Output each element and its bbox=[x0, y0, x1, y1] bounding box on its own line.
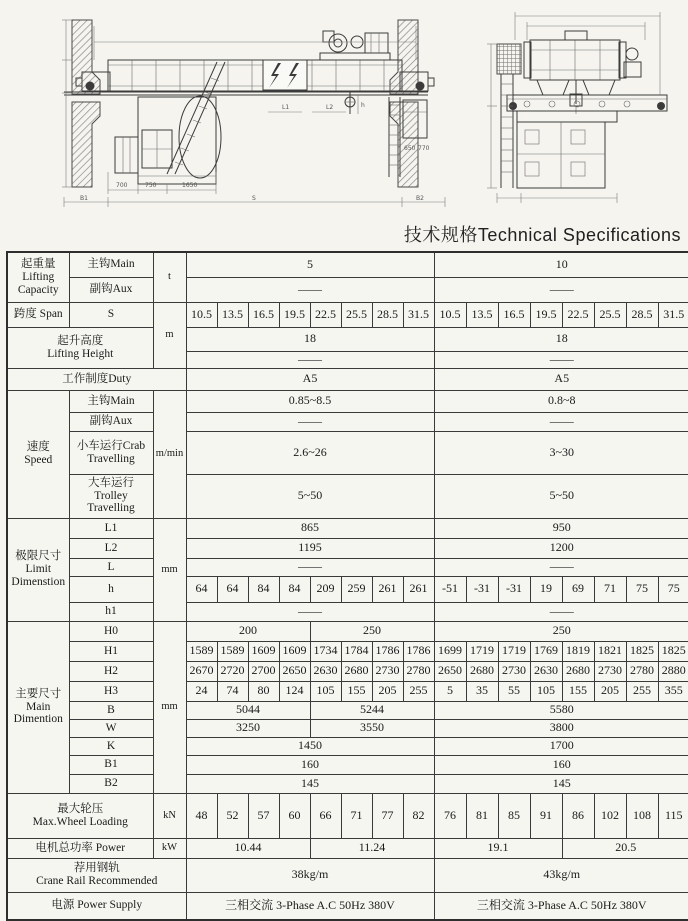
group-power-supply: 电源 Power Supply bbox=[7, 892, 186, 920]
value-cell: 2880 bbox=[658, 661, 688, 681]
girder-cross-section bbox=[507, 95, 667, 122]
value-cell: 25.5 bbox=[341, 302, 372, 327]
value-cell: 20.5 bbox=[562, 838, 688, 858]
value-cell: 1609 bbox=[279, 641, 310, 661]
value-cell: 28.5 bbox=[626, 302, 658, 327]
hook-assembly-side bbox=[570, 80, 582, 114]
value-cell: 102 bbox=[594, 793, 626, 838]
value-cell: 2630 bbox=[310, 661, 341, 681]
row-label-span-s: S bbox=[69, 302, 153, 327]
row-label-line: Travelling bbox=[87, 452, 135, 465]
crane-front-view-drawing bbox=[20, 2, 472, 214]
row-label-b: B bbox=[69, 701, 153, 719]
group-label-en: Dimenstion bbox=[11, 575, 66, 588]
value-cell: 52 bbox=[217, 793, 248, 838]
group-limit-dimension bbox=[7, 518, 69, 621]
row-label-b2: B2 bbox=[69, 774, 153, 793]
group-main-dimension bbox=[7, 621, 69, 793]
value-cell: 三相交流 3-Phase A.C 50Hz 380V bbox=[434, 892, 688, 920]
corner-right-label: B2 bbox=[416, 195, 424, 202]
spec-table bbox=[6, 251, 688, 921]
value-cell: 145 bbox=[186, 774, 434, 793]
value-cell: 16.5 bbox=[248, 302, 279, 327]
value-cell: 64 bbox=[217, 576, 248, 602]
value-cell: -31 bbox=[498, 576, 530, 602]
value-cell: 160 bbox=[186, 755, 434, 774]
value-cell: -31 bbox=[466, 576, 498, 602]
row-label-l2: L2 bbox=[69, 538, 153, 558]
group-label-en: Speed bbox=[24, 454, 53, 466]
value-cell: 80 bbox=[248, 681, 279, 701]
value-cell: 1734 bbox=[310, 641, 341, 661]
value-cell: 2780 bbox=[403, 661, 434, 681]
value-cell: 115 bbox=[658, 793, 688, 838]
row-label-line: 大车运行 bbox=[88, 476, 134, 489]
row-label-h1-dim: H1 bbox=[69, 641, 153, 661]
unit-cell: kN bbox=[153, 793, 186, 838]
group-max-wheel-loading bbox=[7, 793, 153, 838]
value-cell: 10 bbox=[434, 252, 688, 277]
value-cell: 1700 bbox=[434, 737, 688, 755]
value-cell: 1786 bbox=[372, 641, 403, 661]
value-cell: 66 bbox=[310, 793, 341, 838]
value-cell: 865 bbox=[186, 518, 434, 538]
value-cell: 19.5 bbox=[530, 302, 562, 327]
value-cell: 2730 bbox=[594, 661, 626, 681]
value-cell: 24 bbox=[186, 681, 217, 701]
row-label-speed-main: 主钩Main bbox=[69, 390, 153, 412]
value-cell: 105 bbox=[310, 681, 341, 701]
technical-drawings bbox=[0, 0, 688, 215]
value-cell: 3800 bbox=[434, 719, 688, 737]
row-label-h: h bbox=[69, 576, 153, 602]
value-cell: 2680 bbox=[341, 661, 372, 681]
value-cell: 1719 bbox=[498, 641, 530, 661]
value-cell: 91 bbox=[530, 793, 562, 838]
value-cell: 1784 bbox=[341, 641, 372, 661]
row-label-speed-trolley bbox=[69, 474, 153, 518]
value-cell: 1825 bbox=[626, 641, 658, 661]
bottom-dim-label: 750 bbox=[145, 182, 157, 189]
value-cell: 5244 bbox=[310, 701, 434, 719]
spec-table-container bbox=[6, 251, 688, 921]
hook-dim-label: h bbox=[361, 102, 365, 109]
bottom-dim-label: 1650 bbox=[182, 182, 198, 189]
row-label-h2-dim: H2 bbox=[69, 661, 153, 681]
row-label-w: W bbox=[69, 719, 153, 737]
value-cell: 18 bbox=[186, 327, 434, 351]
runway-rails bbox=[64, 92, 428, 95]
value-cell: 48 bbox=[186, 793, 217, 838]
runway-walls bbox=[72, 20, 418, 187]
group-label-en: Capacity bbox=[17, 283, 59, 296]
value-cell: 250 bbox=[434, 621, 688, 641]
unit-cell: t bbox=[153, 252, 186, 302]
value-cell: 2650 bbox=[434, 661, 466, 681]
value-cell: —— bbox=[186, 351, 434, 368]
row-label-h0: H0 bbox=[69, 621, 153, 641]
value-cell: 1719 bbox=[466, 641, 498, 661]
value-cell: 2.6~26 bbox=[186, 431, 434, 474]
value-cell: 11.24 bbox=[310, 838, 434, 858]
value-cell: 2720 bbox=[217, 661, 248, 681]
value-cell: 28.5 bbox=[372, 302, 403, 327]
value-cell: —— bbox=[434, 558, 688, 576]
electrical-panel bbox=[263, 60, 307, 90]
bottom-dim-label: 700 bbox=[116, 182, 128, 189]
value-cell: 1200 bbox=[434, 538, 688, 558]
value-cell: 77 bbox=[372, 793, 403, 838]
group-lifting-height bbox=[7, 327, 153, 368]
value-cell: 124 bbox=[279, 681, 310, 701]
value-cell: 209 bbox=[310, 576, 341, 602]
value-cell: 5 bbox=[186, 252, 434, 277]
value-cell: 38kg/m bbox=[186, 858, 434, 892]
value-cell: 1825 bbox=[658, 641, 688, 661]
unit-cell: m bbox=[153, 302, 186, 368]
value-cell: 75 bbox=[658, 576, 688, 602]
value-cell: 2700 bbox=[248, 661, 279, 681]
value-cell: 261 bbox=[403, 576, 434, 602]
group-label-en: Max.Wheel Loading bbox=[32, 815, 128, 828]
group-lifting-capacity bbox=[7, 252, 69, 302]
value-cell: 5580 bbox=[434, 701, 688, 719]
group-label-zh: 主要尺寸 bbox=[15, 687, 62, 700]
value-cell: 85 bbox=[498, 793, 530, 838]
value-cell: 86 bbox=[562, 793, 594, 838]
cab-side-view bbox=[517, 122, 605, 188]
row-label-speed-crab bbox=[69, 431, 153, 474]
value-cell: 160 bbox=[434, 755, 688, 774]
corner-left-label: B1 bbox=[80, 195, 88, 202]
value-cell: 18 bbox=[434, 327, 688, 351]
group-label-en: Dimention bbox=[13, 713, 63, 726]
value-cell: 75 bbox=[626, 576, 658, 602]
value-cell: 261 bbox=[372, 576, 403, 602]
value-cell: 1589 bbox=[217, 641, 248, 661]
value-cell: 1821 bbox=[594, 641, 626, 661]
value-cell: 0.8~8 bbox=[434, 390, 688, 412]
value-cell: 3250 bbox=[186, 719, 310, 737]
value-cell: 355 bbox=[658, 681, 688, 701]
group-crane-rail bbox=[7, 858, 186, 892]
value-cell: 22.5 bbox=[310, 302, 341, 327]
value-cell: 1769 bbox=[530, 641, 562, 661]
value-cell: 5044 bbox=[186, 701, 310, 719]
value-cell: 2780 bbox=[626, 661, 658, 681]
value-cell: 200 bbox=[186, 621, 310, 641]
group-motor-power: 电机总功率 Power bbox=[7, 838, 153, 858]
value-cell: 10.5 bbox=[434, 302, 466, 327]
value-cell: 25.5 bbox=[594, 302, 626, 327]
value-cell: 1819 bbox=[562, 641, 594, 661]
crab-trolley bbox=[320, 31, 390, 60]
group-label-en: Limit bbox=[25, 563, 52, 576]
value-cell: —— bbox=[434, 602, 688, 621]
value-cell: 31.5 bbox=[658, 302, 688, 327]
value-cell: 2730 bbox=[372, 661, 403, 681]
value-cell: 76 bbox=[434, 793, 466, 838]
group-label-en: Lifting Height bbox=[47, 347, 114, 360]
group-duty: 工作制度Duty bbox=[7, 368, 186, 390]
value-cell: 2650 bbox=[279, 661, 310, 681]
value-cell: 1195 bbox=[186, 538, 434, 558]
group-label-en: Lifting bbox=[22, 270, 55, 283]
value-cell: 43kg/m bbox=[434, 858, 688, 892]
value-cell: 205 bbox=[594, 681, 626, 701]
value-cell: 0.85~8.5 bbox=[186, 390, 434, 412]
end-trucks bbox=[76, 72, 434, 91]
crane-side-view-drawing bbox=[455, 2, 688, 214]
bridge-girder bbox=[108, 60, 402, 91]
value-cell: 1589 bbox=[186, 641, 217, 661]
value-cell: 5~50 bbox=[434, 474, 688, 518]
value-cell: 2670 bbox=[186, 661, 217, 681]
unit-cell: mm bbox=[153, 518, 186, 621]
value-cell: 2680 bbox=[466, 661, 498, 681]
value-cell: 84 bbox=[279, 576, 310, 602]
row-label-line: Trolley bbox=[94, 489, 128, 502]
value-cell: 74 bbox=[217, 681, 248, 701]
value-cell: 16.5 bbox=[498, 302, 530, 327]
value-cell: 10.44 bbox=[186, 838, 310, 858]
value-cell: 10.5 bbox=[186, 302, 217, 327]
value-cell: 84 bbox=[248, 576, 279, 602]
value-cell: 250 bbox=[310, 621, 434, 641]
page-title: 技术规格Technical Specifications bbox=[403, 225, 681, 245]
value-cell: —— bbox=[186, 558, 434, 576]
group-label-zh: 起升高度 bbox=[57, 334, 104, 347]
value-cell: 3550 bbox=[310, 719, 434, 737]
value-cell: 145 bbox=[434, 774, 688, 793]
row-label-b1: B1 bbox=[69, 755, 153, 774]
value-cell: 19 bbox=[530, 576, 562, 602]
value-cell: 2680 bbox=[562, 661, 594, 681]
value-cell: 108 bbox=[626, 793, 658, 838]
value-cell: 71 bbox=[594, 576, 626, 602]
row-label-line: 小车运行Crab bbox=[76, 439, 146, 452]
side-dim-label: 650 bbox=[404, 145, 416, 152]
value-cell: 1786 bbox=[403, 641, 434, 661]
value-cell: 2630 bbox=[530, 661, 562, 681]
value-cell: 60 bbox=[279, 793, 310, 838]
unit-cell: mm bbox=[153, 621, 186, 793]
value-cell: 205 bbox=[372, 681, 403, 701]
value-cell: 三相交流 3-Phase A.C 50Hz 380V bbox=[186, 892, 434, 920]
value-cell: —— bbox=[434, 277, 688, 302]
value-cell: 950 bbox=[434, 518, 688, 538]
row-label-l1: L1 bbox=[69, 518, 153, 538]
value-cell: —— bbox=[434, 351, 688, 368]
row-label-line: Travelling bbox=[87, 502, 135, 515]
value-cell: 5 bbox=[434, 681, 466, 701]
value-cell: 55 bbox=[498, 681, 530, 701]
group-speed bbox=[7, 390, 69, 518]
group-label-en: Main bbox=[26, 700, 51, 713]
row-label-speed-aux: 副钩Aux bbox=[69, 412, 153, 431]
value-cell: 31.5 bbox=[403, 302, 434, 327]
row-label-h3-dim: H3 bbox=[69, 681, 153, 701]
l1-ref-label: L1 bbox=[282, 104, 290, 111]
value-cell: 13.5 bbox=[217, 302, 248, 327]
value-cell: 19.1 bbox=[434, 838, 562, 858]
value-cell: 259 bbox=[341, 576, 372, 602]
trolley-side-view bbox=[524, 31, 641, 95]
value-cell: 19.5 bbox=[279, 302, 310, 327]
value-cell: 81 bbox=[466, 793, 498, 838]
group-span: 跨度 Span bbox=[7, 302, 69, 327]
row-label-h1: h1 bbox=[69, 602, 153, 621]
value-cell: 155 bbox=[562, 681, 594, 701]
group-label-zh: 极限尺寸 bbox=[15, 550, 62, 563]
span-center-label: S bbox=[252, 195, 256, 202]
value-cell: 105 bbox=[530, 681, 562, 701]
row-label-aux-hook: 副钩Aux bbox=[69, 277, 153, 302]
mid-reference-labels bbox=[268, 104, 346, 112]
value-cell: -51 bbox=[434, 576, 466, 602]
value-cell: 255 bbox=[403, 681, 434, 701]
value-cell: 1699 bbox=[434, 641, 466, 661]
value-cell: —— bbox=[434, 412, 688, 431]
hook-assembly bbox=[345, 91, 365, 114]
group-label-zh: 最大轮压 bbox=[57, 802, 104, 815]
value-cell: —— bbox=[186, 412, 434, 431]
l2-ref-label: L2 bbox=[326, 104, 334, 111]
group-label-zh: 速度 bbox=[26, 441, 50, 454]
value-cell: 71 bbox=[341, 793, 372, 838]
group-label-en: Crane Rail Recommended bbox=[36, 875, 158, 887]
value-cell: 2730 bbox=[498, 661, 530, 681]
value-cell: A5 bbox=[186, 368, 434, 390]
value-cell: 255 bbox=[626, 681, 658, 701]
value-cell: 3~30 bbox=[434, 431, 688, 474]
value-cell: —— bbox=[186, 602, 434, 621]
group-label-zh: 起重量 bbox=[21, 257, 56, 270]
side-dim-label: 770 bbox=[418, 145, 430, 152]
value-cell: 35 bbox=[466, 681, 498, 701]
value-cell: 22.5 bbox=[562, 302, 594, 327]
row-label-k: K bbox=[69, 737, 153, 755]
unit-cell: m/min bbox=[153, 390, 186, 518]
value-cell: 69 bbox=[562, 576, 594, 602]
value-cell: 82 bbox=[403, 793, 434, 838]
unit-cell: kW bbox=[153, 838, 186, 858]
value-cell: A5 bbox=[434, 368, 688, 390]
value-cell: 155 bbox=[341, 681, 372, 701]
value-cell: 57 bbox=[248, 793, 279, 838]
row-label-l: L bbox=[69, 558, 153, 576]
value-cell: 13.5 bbox=[466, 302, 498, 327]
value-cell: 1450 bbox=[186, 737, 434, 755]
value-cell: 64 bbox=[186, 576, 217, 602]
value-cell: —— bbox=[186, 277, 434, 302]
value-cell: 1609 bbox=[248, 641, 279, 661]
row-label-main-hook: 主钩Main bbox=[69, 252, 153, 277]
group-label-zh: 荐用钢轨 bbox=[73, 862, 120, 875]
value-cell: 5~50 bbox=[186, 474, 434, 518]
